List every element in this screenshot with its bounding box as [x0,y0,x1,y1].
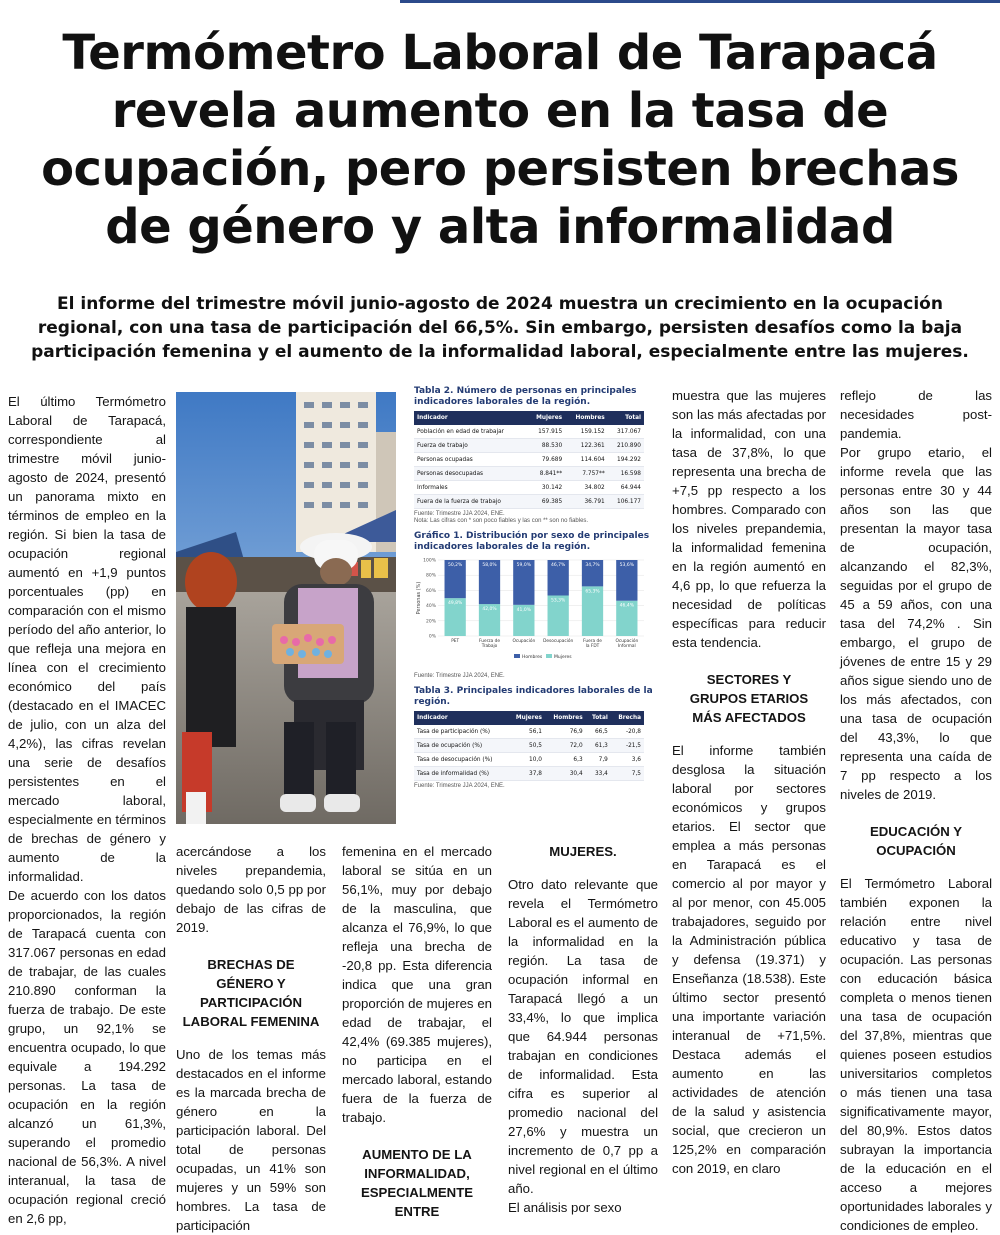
table2-source-text: Fuente: Trimestre JJA 2024, ENE. [414,511,505,517]
table2-cell: 64.944 [608,481,644,495]
data-label-mujeres: 49,8% [448,601,463,607]
col3-paragraph-1: femenina en el mercado laboral se sitúa en un 56,1%, muy por debajo de la masculina, que alcanza el 76,9%, lo que refleja una brecha de -20,8 pp. Esta diferencia indica que una gran proporción de mujeres en edad de trabajar, el 42,4% (69.385 mujeres), no participa en el mercado laboral, estando fuera de la fuerza de trabajo. [342,844,492,1125]
table3-cell: 3,6 [611,753,644,767]
table2-header: Hombres [565,411,608,425]
column-1 [8,392,166,1228]
x-tick-label: Ocupación Informal [615,639,639,649]
table2-cell: 36.791 [565,495,608,509]
data-label-mujeres: 46,4% [619,603,634,609]
table3 [414,711,644,781]
table3-source: Fuente: Trimestre JJA 2024, ENE. [414,783,505,789]
table2-cell: 16.598 [608,467,644,481]
col2-subheading: BRECHAS DE GÉNERO Y PARTICIPACIÓN LABORAL FEMENINA [182,957,320,1029]
col4-paragraph-1: Otro dato relevante que revela el Termómetro Laboral es el aumento de la informalidad en la región. La tasa de ocupación informal en Tarapacá llegó a un 33,4%, lo que implica que 64.944 personas trabajan en condiciones de informalidad. Esta cifra es superior al promedio nacional del 27,6% y muestra un incremento de 0,7 pp a nivel regional en el último año. [508,877,658,1196]
table2-cell: 69.385 [526,495,565,509]
col5-subheading: SECTORES Y GRUPOS ETARIOS MÁS AFECTADOS [689,672,809,725]
col4-subheading: MUJERES. [549,844,617,859]
data-label-hombres: 58,0% [482,563,497,568]
table2-cell: 210.890 [608,439,644,453]
col6-paragraph-3: El Termómetro Laboral también exponen la relación entre nivel educativo y tasa de ocupación. Las personas con educación básica completa o menos tienen una tasa de ocupación del 37,8%, mientras que quienes poseen estudios universitarios completos o más tienen una tasa significativamente mayor, del 80,9%. Estos datos subrayan la importancia de la educación en el acceso a mejores oportunidades laborales y condiciones de empleo. [840,876,992,1233]
table3-cell: Tasa de informalidad (%) [414,767,508,781]
table2-row [414,453,644,467]
table3-row [414,767,644,781]
legend-swatch-mujeres [546,654,552,658]
table3-cell: 7,9 [586,753,611,767]
col5-paragraph-2: El informe también desglosa la situación laboral por sectores económicos y grupos etarios. El sector que emplea a más personas en Tarapacá es el comercio al por mayor y al por menor, con 45.005 trabajadores, seguido por la Administración pública y defensa (19.371) y Enseñanza (18.538). Este último sector presentó una importante variación interanual de +71,5%. Destaca además el aumento en las actividades de atención de la salud y asistencia social, que crecieron un 125,2% en comparación con 2019, en claro [672,743,826,1176]
table2-note: Nota: Las cifras con * son poco fiables y las con ** son no fiables. [414,518,589,524]
table3-cell: 30,4 [545,767,586,781]
table2-cell: Población en edad de trabajar [414,425,526,439]
table2-cell: 106.177 [608,495,644,509]
column-5 [672,386,826,1178]
table3-cell: 72,0 [545,739,586,753]
table2-row [414,495,644,509]
table2-cell: 114.604 [565,453,608,467]
table3-header: Brecha [611,711,644,725]
table3-cell: Tasa de participación (%) [414,725,508,739]
data-label-hombres: 34,7% [585,563,600,568]
table2-header-row [414,411,644,425]
table2-cell: 7.757** [565,467,608,481]
col6-paragraph-1: reflejo de las necesidades post-pandemia. [840,388,992,441]
table2-header: Total [608,411,644,425]
table2-cell: 317.067 [608,425,644,439]
column-3 [342,842,492,1235]
data-label-mujeres: 65,3% [585,589,600,595]
table3-cell: 6,3 [545,753,586,767]
headline: Termómetro Laboral de Tarapacá revela aumento en la tasa de ocupación, pero persisten brechas de género y alta informalidad [41,25,959,255]
column-2 [176,842,326,1235]
table3-cell: 76,9 [545,725,586,739]
legend-label-hombres: Hombres [522,655,543,660]
data-label-hombres: 53,6% [619,563,634,568]
table2-cell: 79.689 [526,453,565,467]
col6-subheading: EDUCACIÓN Y OCUPACIÓN [869,824,963,858]
x-tick-label: Desocupación [543,639,574,644]
table2-row [414,439,644,453]
table3-cell: 33,4 [586,767,611,781]
table2-cell: 194.292 [608,453,644,467]
y-tick-label: 20% [425,619,436,625]
x-tick-label: Ocupación [512,639,536,644]
table2-cell: 122.361 [565,439,608,453]
col2-paragraph-2: Uno de los temas más destacados en el informe es la marcada brecha de género en la participación laboral. Del total de personas ocupadas, un 41% son mujeres y un 59% son hombres. La tasa de participación [176,1047,326,1233]
table2 [414,411,644,509]
table2-cell: 159.152 [565,425,608,439]
data-label-hombres: 50,2% [448,563,463,568]
table3-cell: 56,1 [508,725,545,739]
chart-source: Fuente: Trimestre JJA 2024, ENE. [414,673,505,679]
table2-cell: 8.841** [526,467,565,481]
stacked-bar-chart [414,556,654,666]
table3-cell: 50,5 [508,739,545,753]
data-label-mujeres: 42,0% [482,607,497,613]
table2-row [414,425,644,439]
figure-tables-chart [414,386,654,822]
table3-cell: 66,5 [586,725,611,739]
column-6 [840,386,992,1235]
table2-cell: Personas desocupadas [414,467,526,481]
table3-header: Mujeres [508,711,545,725]
table2-row [414,481,644,495]
data-label-mujeres: 53,3% [551,598,566,604]
table3-row [414,753,644,767]
table2-cell: Fuera de la fuerza de trabajo [414,495,526,509]
table3-cell: 61,3 [586,739,611,753]
table3-header: Total [586,711,611,725]
table3-cell: -20,8 [611,725,644,739]
x-tick-label: Fuera de la FDT [583,639,602,649]
col3-subheading: AUMENTO DE LA INFORMALIDAD, ESPECIALMENTE ENTRE [360,1147,474,1219]
col1-paragraph-2: De acuerdo con los datos proporcionados, la región de Tarapacá cuenta con 317.067 personas en edad de trabajar, de las cuales 210.890 conforman la fuerza de trabajo. De este grupo, un 92,1% se encuentra ocupado, lo que equivale a 194.292 personas. La tasa de ocupación en la región alcanzó un 61,3%, superando el promedio nacional de 56,3%. A nivel interanual, la tasa de ocupación regional creció en 2,6 pp, [8,888,166,1226]
y-tick-label: 80% [425,573,436,579]
table3-cell: Tasa de desocupación (%) [414,753,508,767]
table2-cell: 157.915 [526,425,565,439]
table3-cell: 7,5 [611,767,644,781]
col6-paragraph-2: Por grupo etario, el informe revela que las personas entre 30 y 44 años son las que presentan la mayor tasa de ocupación, alcanzando el 82,3%, seguidas por el grupo de 45 a 59 años, con una tasa del 74,2% . Sin embargo, el grupo de jóvenes de entre 15 y 29 años sigue siendo uno de los más afectados, con una tasa de ocupación del 43,3%, lo que representa una caída de 7 pp respecto a los niveles de 2019. [840,445,992,802]
table2-title: Tabla 2. Número de personas en principales indicadores laborales de la región. [414,386,637,407]
col1-paragraph-1: El último Termómetro Laboral de Tarapacá, correspondiente al trimestre móvil junio-agosto de 2024, presentó un panorama mixto en términos de empleo en la región. Si bien la tasa de ocupación regional aumentó en +1,9 puntos porcentuales (pp) en comparación con el mismo período del año anterior, lo que refleja una mejora en línea con el crecimiento económico del país (destacado en el IMACEC de julio, con un alza del 4,2%), las cifras revelan una serie de desafíos persistentes en el mercado laboral, especialmente en términos de brechas de género y aumento de la informalidad. [8,394,166,884]
table2-cell: Fuerza de trabajo [414,439,526,453]
data-label-hombres: 46,7% [551,563,566,568]
col4-paragraph-2: El análisis por sexo [508,1200,622,1215]
y-axis-label: Personas (%) [416,581,422,615]
x-tick-label: PET [451,639,460,644]
table3-header: Hombres [545,711,586,725]
table2-source [414,511,654,525]
table3-header-row [414,711,644,725]
table3-cell: 37,8 [508,767,545,781]
table3-title: Tabla 3. Principales indicadores laborales de la región. [414,686,653,707]
table2-cell: 34.802 [565,481,608,495]
table2-header: Mujeres [526,411,565,425]
table2-cell: 88.530 [526,439,565,453]
y-tick-label: 0% [428,634,436,640]
col5-paragraph-1: muestra que las mujeres son las más afectadas por la informalidad, con una tasa de 37,8%, lo que representa una brecha de +7,5 pp respecto a los hombres. Comparado con los niveles prepandemia, la informalidad femenina en la región aumentó en 4,6 pp, lo que refuerza la necesidad de políticas específicas para reducir esta tendencia. [672,388,826,650]
y-tick-label: 100% [423,558,436,564]
y-tick-label: 40% [425,604,436,610]
table3-cell: Tasa de ocupación (%) [414,739,508,753]
y-tick-label: 60% [425,588,436,594]
table3-header: Indicador [414,711,508,725]
table3-cell: -21,5 [611,739,644,753]
x-tick-label: Fuerza de Trabajo [479,639,500,649]
column-4 [508,842,658,1217]
legend-label-mujeres: Mujeres [554,655,572,660]
table2-cell: Informales [414,481,526,495]
col2-paragraph-1: acercándose a los niveles prepandemia, quedando solo 0,5 pp por debajo de las cifras de 2019. [176,844,326,935]
table3-row [414,725,644,739]
street-vendor-photo [176,392,396,824]
top-rule [400,0,1000,3]
deck: El informe del trimestre móvil junio-agosto de 2024 muestra un crecimiento en la ocupación regional, con una tasa de participación del 66,5%. Sin embargo, persisten desafíos como la baja participación femenina y el aumento de la informalidad laboral, especialmente entre las mujeres. [31,294,969,362]
chart-title: Gráfico 1. Distribución por sexo de principales indicadores laborales de la región. [414,531,650,552]
street-vendor-photo-illustration [176,392,396,824]
table2-header: Indicador [414,411,526,425]
table3-row [414,739,644,753]
table2-cell: Personas ocupadas [414,453,526,467]
legend-swatch-hombres [514,654,520,658]
data-label-mujeres: 41,0% [516,607,531,613]
table2-cell: 30.142 [526,481,565,495]
table2-row [414,467,644,481]
table3-cell: 10,0 [508,753,545,767]
data-label-hombres: 59,0% [516,563,531,568]
